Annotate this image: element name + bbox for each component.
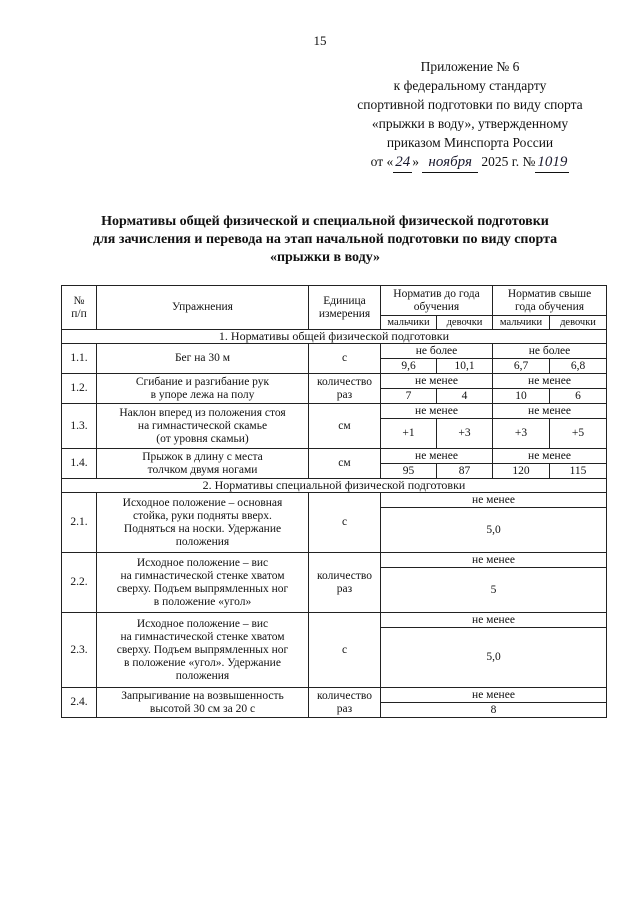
section-heading: 2. Нормативы специальной физической подготовки: [62, 479, 607, 493]
appendix-line: приказом Минспорта России: [386, 135, 554, 150]
value-cell: +3: [493, 419, 550, 449]
exercise-name: Наклон вперед из положения стоя на гимнастической скамье (от уровня скамьи): [97, 404, 309, 449]
section-heading: 1. Нормативы общей физической подготовки: [62, 330, 607, 344]
appendix-line: спортивной подготовки по виду спорта: [357, 97, 583, 112]
date-month: ноября: [422, 153, 478, 173]
norms-table: [61, 285, 607, 718]
unit-cell: количество раз: [309, 374, 381, 404]
condition-cell: не менее: [381, 493, 607, 508]
page-number: 15: [313, 33, 327, 48]
date-year: 2025 г. №: [481, 154, 536, 169]
condition-cell: не менее: [493, 404, 607, 419]
value-cell: 4: [437, 389, 493, 404]
condition-cell: не более: [381, 344, 493, 359]
row-number: 2.2.: [62, 553, 97, 613]
header-girls: девочки: [550, 316, 607, 330]
appendix-line: «прыжки в воду», утвержденному: [371, 116, 569, 131]
exercise-name: Бег на 30 м: [97, 344, 309, 374]
condition-cell: не более: [493, 344, 607, 359]
value-cell: 10: [493, 389, 550, 404]
unit-cell: с: [309, 493, 381, 553]
header-boys: мальчики: [381, 316, 437, 330]
row-number: 1.2.: [62, 374, 97, 404]
value-cell: 120: [493, 464, 550, 479]
order-number: 1019: [535, 153, 569, 173]
row-number: 1.3.: [62, 404, 97, 449]
row-number: 2.1.: [62, 493, 97, 553]
value-cell: 6,7: [493, 359, 550, 374]
row-number: 2.4.: [62, 688, 97, 718]
condition-cell: не менее: [493, 449, 607, 464]
exercise-name: Прыжок в длину с места толчком двумя ногами: [97, 449, 309, 479]
header-unit: Единица измерения: [309, 286, 381, 330]
unit-cell: см: [309, 404, 381, 449]
condition-cell: не менее: [381, 553, 607, 568]
title-line: «прыжки в воду»: [269, 250, 381, 265]
value-cell: +3: [437, 419, 493, 449]
condition-cell: не менее: [381, 374, 493, 389]
condition-cell: не менее: [381, 449, 493, 464]
header-norm-upto: Норматив до года обучения: [381, 286, 493, 316]
unit-cell: с: [309, 613, 381, 688]
exercise-name: Исходное положение – основная стойка, руки подняты вверх. Подняться на носки. Удержание положения: [97, 493, 309, 553]
condition-cell: не менее: [493, 374, 607, 389]
unit-cell: количество раз: [309, 553, 381, 613]
exercise-name: Сгибание и разгибание рук в упоре лежа на полу: [97, 374, 309, 404]
appendix-line: к федеральному стандарту: [393, 78, 547, 93]
appendix-block: [330, 57, 610, 173]
row-number: 1.1.: [62, 344, 97, 374]
value-cell: 9,6: [381, 359, 437, 374]
value-cell: +5: [550, 419, 607, 449]
appendix-date-line: [330, 152, 610, 173]
header-num: № п/п: [62, 286, 97, 330]
exercise-name: Исходное положение – вис на гимнастической стенке хватом сверху. Подъем выпрямленных ног в положение «угол»: [97, 553, 309, 613]
header-boys: мальчики: [493, 316, 550, 330]
exercise-name: Запрыгивание на возвышенность высотой 30 см за 20 с: [97, 688, 309, 718]
value-cell: 5,0: [381, 628, 607, 688]
date-prefix: от «: [370, 154, 394, 169]
condition-cell: не менее: [381, 688, 607, 703]
condition-cell: не менее: [381, 613, 607, 628]
date-day: 24: [393, 153, 412, 173]
condition-cell: не менее: [381, 404, 493, 419]
title-line: Нормативы общей физической и специальной физической подготовки: [101, 214, 549, 229]
unit-cell: см: [309, 449, 381, 479]
value-cell: +1: [381, 419, 437, 449]
header-norm-over: Норматив свыше года обучения: [493, 286, 607, 316]
value-cell: 6: [550, 389, 607, 404]
value-cell: 115: [550, 464, 607, 479]
row-number: 1.4.: [62, 449, 97, 479]
unit-cell: с: [309, 344, 381, 374]
appendix-line: Приложение № 6: [420, 59, 520, 74]
title-line: для зачисления и перевода на этап начальной подготовки по виду спорта: [92, 232, 558, 247]
date-mid: »: [412, 154, 420, 169]
document-title: [60, 213, 590, 267]
header-girls: девочки: [437, 316, 493, 330]
value-cell: 87: [437, 464, 493, 479]
value-cell: 5: [381, 568, 607, 613]
unit-cell: количество раз: [309, 688, 381, 718]
value-cell: 6,8: [550, 359, 607, 374]
exercise-name: Исходное положение – вис на гимнастической стенке хватом сверху. Подъем выпрямленных ног в положение «угол». Удержание положения: [97, 613, 309, 688]
header-exercise: Упражнения: [97, 286, 309, 330]
value-cell: 8: [381, 703, 607, 718]
value-cell: 7: [381, 389, 437, 404]
value-cell: 95: [381, 464, 437, 479]
value-cell: 5,0: [381, 508, 607, 553]
row-number: 2.3.: [62, 613, 97, 688]
value-cell: 10,1: [437, 359, 493, 374]
